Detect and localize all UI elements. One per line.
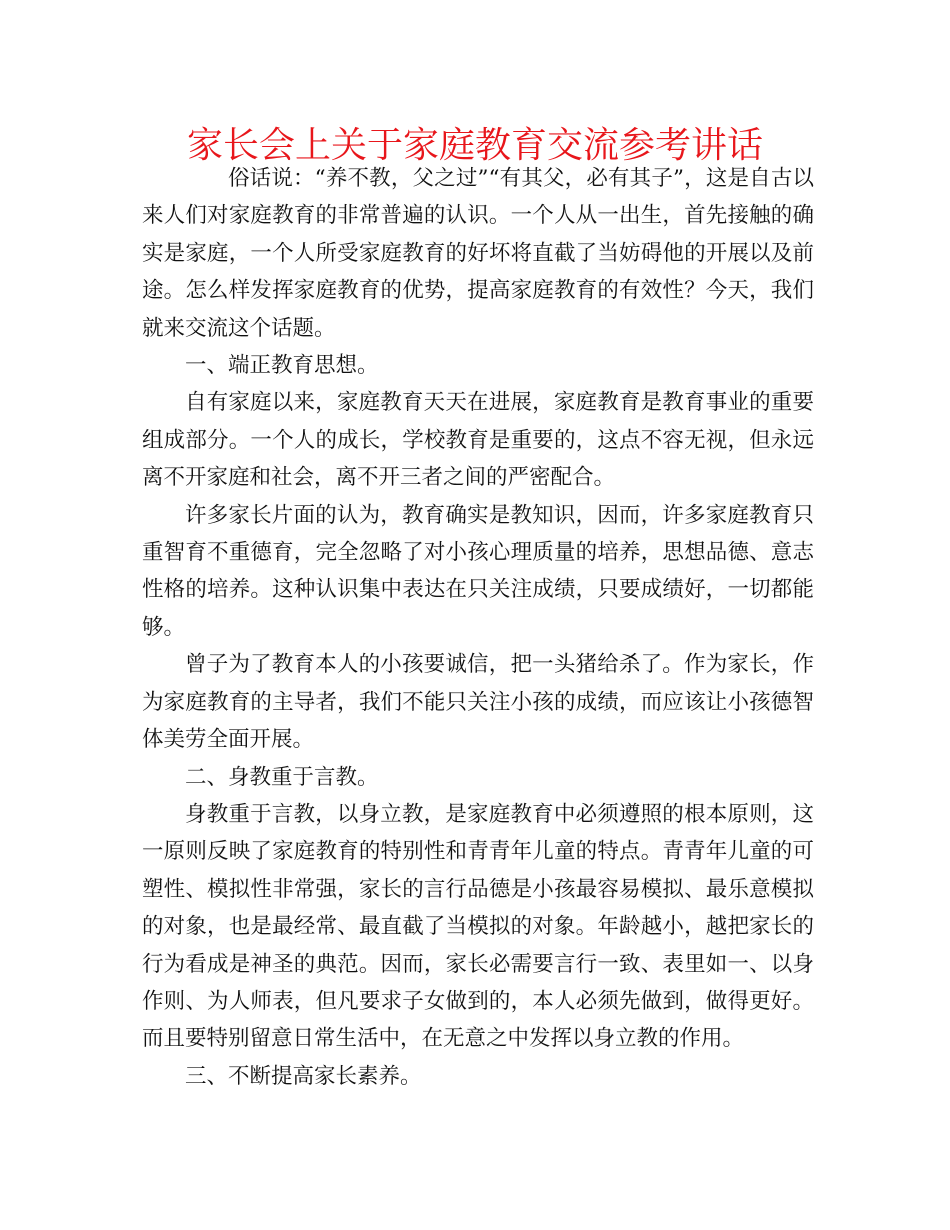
paragraph: 曾子为了教育本人的小孩要诚信，把一头猪给杀了。作为家长，作为家庭教育的主导者，我们不能只关注小孩的成绩，而应该让小孩德智体美劳全面开展。 (142, 652, 814, 753)
paragraph-intro: 俗话说：“养不教，父之过”“有其父，必有其子”，这是自古以来人们对家庭教育的非常普遍的认识。一个人从一出生，首先接触的确实是家庭，一个人所受家庭教育的好坏将直截了当妨碍他的开展以及前途。怎么样发挥家庭教育的优势，提高家庭教育的有效性？今天，我们就来交流这个话题。 (142, 166, 814, 341)
section-heading-2: 二、身教重于言教。 (185, 764, 379, 790)
paragraph: 自有家庭以来，家庭教育天天在进展，家庭教育是教育事业的重要组成部分。一个人的成长，学校教育是重要的，这点不容无视，但永远离不开家庭和社会，离不开三者之间的严密配合。 (142, 390, 814, 491)
paragraph: 许多家长片面的认为，教育确实是教知识，因而，许多家庭教育只重智育不重德育，完全忽略了对小孩心理质量的培养，思想品德、意志性格的培养。这种认识集中表达在只关注成绩，只要成绩好，一切都能够。 (142, 502, 814, 640)
document-title: 家长会上关于家庭教育交流参考讲话 (186, 125, 763, 166)
section-heading-3: 三、不断提高家长素养。 (185, 1063, 422, 1089)
paragraph: 身教重于言教，以身立教，是家庭教育中必须遵照的根本原则，这一原则反映了家庭教育的特别性和青青年儿童的特点。青青年儿童的可塑性、模拟性非常强，家长的言行品德是小孩最容易模拟、最乐意模拟的对象，也是最经常、最直截了当模拟的对象。年龄越小，越把家长的行为看成是神圣的典范。因而，家长必需要言行一致、表里如一、以身作则、为人师表，但凡要求子女做到的，本人必须先做到，做得更好。而且要特别留意日常生活中，在无意之中发挥以身立教的作用。 (142, 801, 814, 1052)
section-heading-1: 一、端正教育思想。 (185, 353, 379, 379)
document-body (142, 160, 814, 1095)
